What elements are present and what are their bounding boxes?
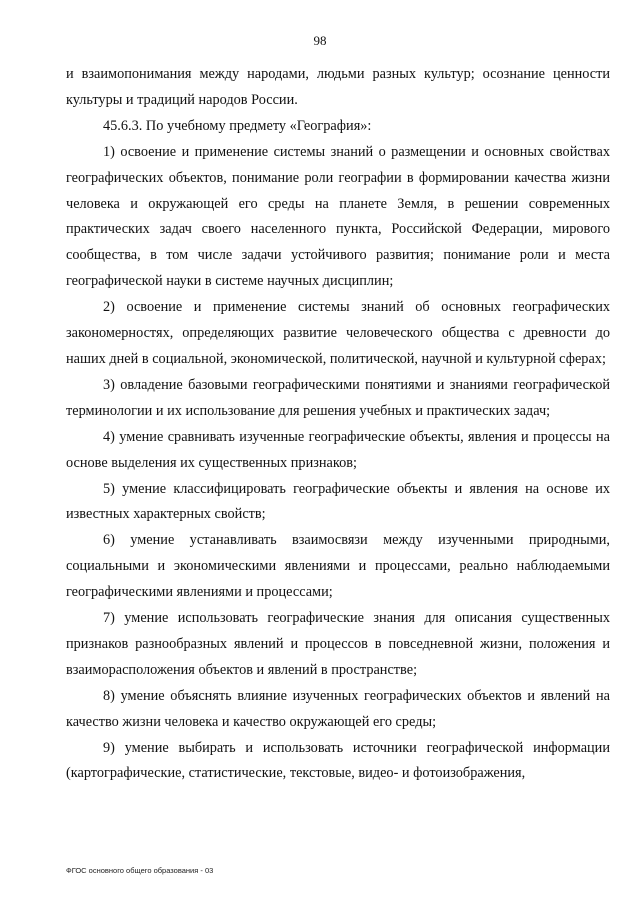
list-item-1: 1) освоение и применение системы знаний о размещении и основных свойствах географических объектов, понимание роли географии в формировании качества жизни человека и окружающей его среды на планете Земля, в решении современных практических задач своего населенного пункта, Российской Федерации, мирового сообщества, в том числе задачи устойчивого развития; понимание роли и места географической науки в системе научных дисциплин;	[66, 143, 610, 290]
list-item-3: 3) овладение базовыми географическими понятиями и знаниями географической терминологии и их использование для решения учебных и практических задач;	[66, 376, 610, 419]
body-text	[66, 62, 610, 787]
document-footer: ФГОС основного общего образования - 03	[66, 866, 214, 875]
list-item-7: 7) умение использовать географические знания для описания существенных признаков разнообразных явлений и процессов в повседневной жизни, положения и взаиморасположения объектов и явлений в пространстве;	[66, 610, 610, 678]
section-heading: 45.6.3. По учебному предмету «География»:	[103, 117, 372, 134]
list-item-2: 2) освоение и применение системы знаний об основных географических закономерностях, определяющих развитие человеческого общества с древности до наших дней в социальной, экономической, политической, научной и культурной сферах;	[66, 299, 610, 367]
list-item-8: 8) умение объяснять влияние изученных географических объектов и явлений на качество жизни человека и качество окружающей его среды;	[66, 687, 610, 730]
list-item-9: 9) умение выбирать и использовать источники географической информации (картографические, статистические, текстовые, видео- и фотоизображения,	[66, 739, 610, 782]
list-item-5: 5) умение классифицировать географические объекты и явления на основе их известных характерных свойств;	[66, 480, 610, 523]
list-item-6: 6) умение устанавливать взаимосвязи между изученными природными, социальными и экономическими явлениями и процессами, реально наблюдаемыми географическими явлениями и процессами;	[66, 532, 610, 601]
paragraph-continuation: и взаимопонимания между народами, людьми разных культур; осознание ценности культуры и традиций народов России.	[66, 66, 610, 108]
list-item-4: 4) умение сравнивать изученные географические объекты, явления и процессы на основе выделения их существенных признаков;	[66, 428, 610, 471]
page-number: 98	[313, 33, 327, 48]
